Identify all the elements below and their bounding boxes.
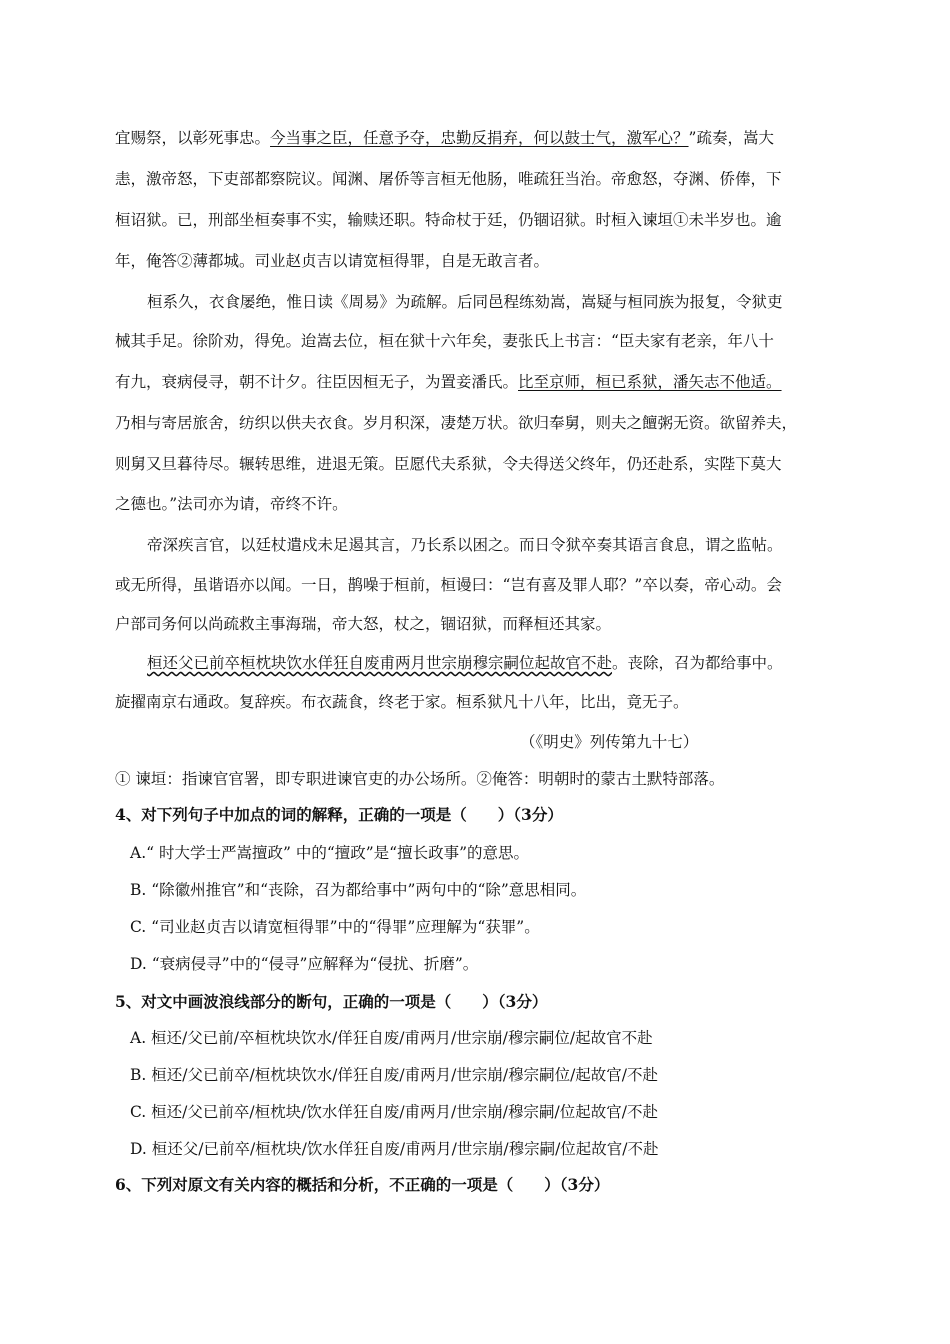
p2-line-2: 械其手足。徐阶劝，得免。迨嵩去位，桓在狱十六年矣，妻张氏上书言：“臣夫家有老亲，年八十 — [115, 332, 774, 350]
p2-line-3: 有九，衰病侵寻，朝不计夕。往臣因桓无子，为置妾潘氏。比至京师，桓已系狱，潘矢志不他适。 — [115, 373, 782, 391]
wavy-underlined-passage: 桓还父已前卒桓枕块饮水佯狂自废甫两月世宗崩穆宗嗣位起故官不赴 — [147, 654, 613, 672]
question-5-option-a: A. 桓还/父已前/卒桓枕块饮水/佯狂自废/甫两月/世宗崩/穆宗嗣位/起故官不赴 — [130, 1029, 653, 1047]
question-5-option-d: D. 桓还父/已前卒/桓枕块/饮水佯狂自废/甫两月/世宗崩/穆宗嗣/位起故官/不赴 — [130, 1140, 659, 1158]
p2-line-1: 桓系久，衣食屡绝，惟日读《周易》为疏解。后同邑程练劾嵩，嵩疑与桓同族为报复，令狱吏 — [147, 293, 783, 311]
p4-line-1: 桓还父已前卒桓枕块饮水佯狂自废甫两月世宗崩穆宗嗣位起故官不赴。丧除，召为都给事中。 — [147, 654, 783, 672]
p1-line-1: 宜赐祭，以彰死事忠。今当事之臣，任意予夺，忠勤反捐弃，何以鼓士气，激军心？”疏奏，嵩大 — [115, 129, 774, 147]
p1-line-2: 恚，激帝怒，下吏部都察院议。闻渊、屠侨等言桓无他肠，唯疏狂当治。帝愈怒，夺渊、侨俸，下 — [115, 170, 782, 188]
question-4-stem: 4、对下列句子中加点的词的解释，正确的一项是（ ）（3分） — [115, 805, 563, 824]
p1-line-3: 桓诏狱。已，刑部坐桓奏事不实，输赎还职。特命杖于廷，仍锢诏狱。时桓入谏垣①未半岁也。逾 — [115, 211, 782, 229]
p2-line-4: 乃相与寄居旅舍，纺织以供夫衣食。岁月积深，凄楚万状。欲归奉舅，则夫之饘粥无资。欲留养夫， — [115, 414, 798, 432]
source-citation: （《明史》列传第九十七） — [520, 733, 699, 751]
question-4-option-d: D. “衰病侵寻”中的“侵寻”应解释为“侵扰、折磨”。 — [130, 955, 479, 973]
question-5-stem: 5、对文中画波浪线部分的断句，正确的一项是（ ）（3分） — [115, 992, 548, 1011]
p2-line-6: 之德也。”法司亦为请，帝终不许。 — [115, 495, 348, 513]
p3-line-3: 户部司务何以尚疏救主事海瑞，帝大怒，杖之，锢诏狱，而释桓还其家。 — [115, 615, 612, 633]
question-4-option-a: A.“ 时大学士严嵩擅政” 中的“擅政”是“擅长政事”的意思。 — [130, 844, 530, 862]
p1-line-4: 年，俺答②薄都城。司业赵贞吉以请宽桓得罪，自是无敢言者。 — [115, 252, 550, 270]
question-5-option-c: C. 桓还/父已前卒/桓枕块/饮水佯狂自废/甫两月/世宗崩/穆宗嗣/位起故官/不赴 — [130, 1103, 658, 1121]
underlined-sentence: 今当事之臣，任意予夺，忠勤反捐弃，何以鼓士气，激军心？ — [270, 129, 689, 147]
question-5-option-b: B. 桓还/父已前卒/桓枕块饮水/佯狂自废/甫两月/世宗崩/穆宗嗣位/起故官/不赴 — [130, 1066, 659, 1084]
question-6-stem: 6、下列对原文有关内容的概括和分析，不正确的一项是（ ）（3分） — [115, 1175, 610, 1194]
p2-line-5: 则舅又旦暮待尽。辗转思维，进退无策。臣愿代夫系狱，令夫得送父终年，仍还赴系，实陛下莫大 — [115, 455, 782, 473]
question-4-option-c: C. “司业赵贞吉以请宽桓得罪”中的“得罪”应理解为“获罪”。 — [130, 918, 540, 936]
underlined-sentence: 比至京师，桓已系狱，潘矢志不他适。 — [518, 373, 782, 391]
p3-line-1: 帝深疾言官，以廷杖遣戍未足遏其言，乃长系以困之。而日令狱卒奏其语言食息，谓之监帖。 — [147, 536, 783, 554]
p3-line-2: 或无所得，虽谐语亦以闻。一日，鹊噪于桓前，桓谩曰：“岂有喜及罪人耶？”卒以奏，帝心动。会 — [115, 576, 782, 594]
footnote: ① 谏垣：指谏官官署，即专职进谏官吏的办公场所。②俺答：明朝时的蒙古土默特部落。 — [115, 770, 725, 788]
p4-line-2: 旋擢南京右通政。复辞疾。布衣蔬食，终老于家。桓系狱凡十八年，比出，竟无子。 — [115, 693, 689, 711]
question-4-option-b: B. “除徽州推官”和“丧除，召为都给事中”两句中的“除”意思相同。 — [130, 881, 587, 899]
